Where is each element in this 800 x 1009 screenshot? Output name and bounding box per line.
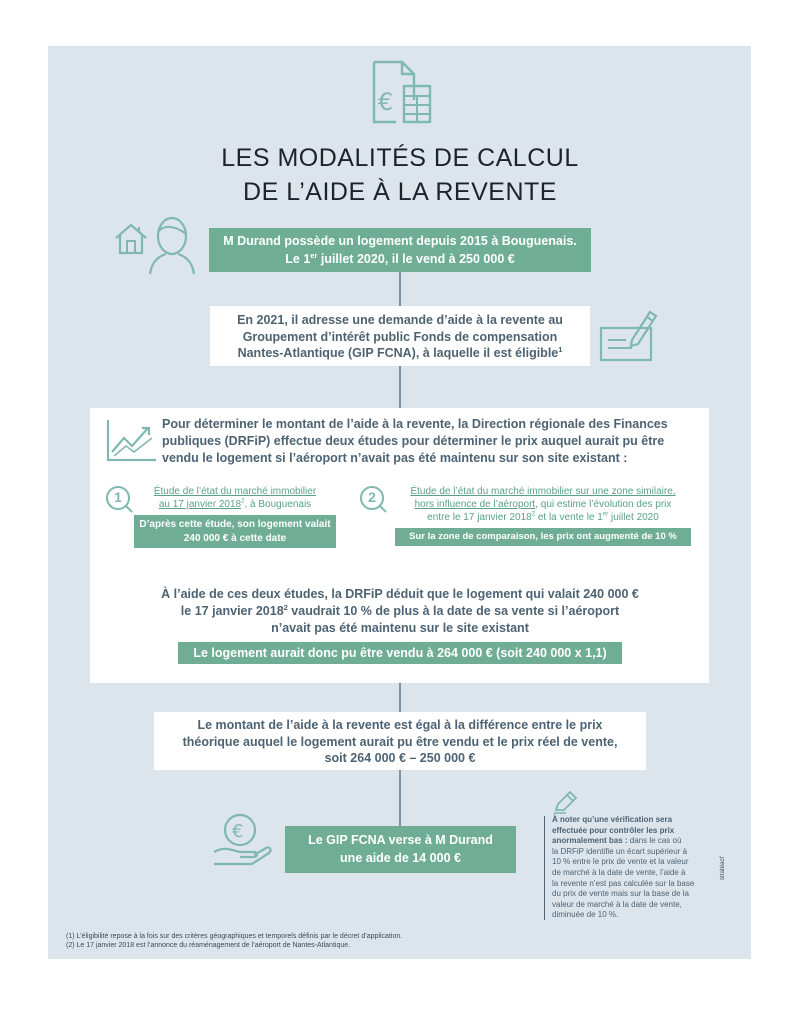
note-bold-3: anormalement bas :: [552, 836, 628, 846]
step3-deduction: [110, 586, 690, 637]
svg-text:€: €: [378, 88, 394, 116]
note-bar: [544, 816, 545, 920]
connector-line-4: [399, 770, 401, 826]
step5-line2: une aide de 14 000 €: [340, 851, 461, 865]
step4-line2: théorique auquel le logement aurait pu être vendu et le prix réel de vente,: [182, 734, 618, 749]
study2-title: [388, 485, 698, 524]
step1-line2-sup: er: [310, 250, 318, 260]
study2-result: Sur la zone de comparaison, les prix ont augmenté de 10 %: [409, 531, 677, 542]
note-bold-2: effectuée pour contrôler les prix: [552, 825, 675, 835]
study2-result-box: [395, 528, 691, 546]
step1-box: [209, 228, 591, 272]
step2-line3: [210, 345, 590, 362]
step3-deduction-line2-sup: 2: [283, 602, 288, 612]
note-bold-3-line: [552, 836, 717, 847]
study2-title-line1: Étude de l’état du marché immobilier sur une zone similaire,: [410, 486, 676, 497]
step3-intro: [162, 416, 702, 467]
study1-result-line1: D’après cette étude, son logement valait: [139, 519, 331, 530]
note-line-3: la revente n’est pas calculée sur la base: [552, 878, 695, 888]
study1-title-line1: Étude de l’état du marché immobilier: [153, 486, 317, 497]
study2-title-line3-c: juillet 2020: [608, 512, 659, 523]
footnote-1: (1) L’éligibilité repose à la fois sur des critères géographiques et temporels définis par le décret d’application.: [66, 933, 403, 940]
study2-title-line2-a: hors influence de l’aéroport: [414, 499, 536, 510]
study1-title-line2-b: , à Bouguenais: [244, 499, 312, 510]
note-rest-a: dans le cas où: [627, 836, 682, 846]
note-line-0: la DRFiP identifie un écart supérieur à: [552, 846, 688, 856]
step4-line1: Le montant de l’aide à la revente est égal à la différence entre le prix: [197, 718, 603, 732]
step3-deduction-line1: À l’aide de ces deux études, la DRFiP déduit que le logement qui valait 240 000 €: [161, 587, 639, 601]
study2-title-line3-b: et la vente le 1: [535, 512, 603, 523]
step3-deduction-line2-b: vaudrait 10 % de plus à la date de sa vente si l’aéroport: [287, 604, 620, 618]
svg-text:€: €: [232, 821, 244, 842]
study2-title-line2: [388, 498, 698, 511]
step2-text: [210, 312, 590, 362]
step3-result: Le logement aurait donc pu être vendu à 264 000 € (soit 240 000 x 1,1): [193, 646, 607, 660]
study2-number: 2: [368, 489, 376, 505]
note-line-5: valeur de marché à la date de vente,: [552, 899, 682, 909]
page-title-line-2: DE L’AIDE À LA REVENTE: [243, 178, 557, 206]
note-line-6: diminuée de 10 %.: [552, 910, 619, 920]
pen-note-icon: [552, 790, 578, 814]
study1-title-line2: [136, 498, 334, 511]
house-icon: [113, 222, 149, 256]
step1-line1: M Durand possède un logement depuis 2015 à Bouguenais.: [223, 234, 577, 248]
euro-hand-icon: [210, 808, 274, 868]
step3-intro-line2: publiques (DRFiP) effectue deux études pour déterminer le prix auquel aurait pu être: [162, 434, 665, 448]
step3-result-box: [178, 642, 622, 664]
study1-number: 1: [114, 489, 122, 505]
study2-title-line3-a: entre le 17 janvier 2018: [427, 512, 532, 523]
connector-line-3: [399, 683, 401, 712]
study2-title-line3-sup2: er: [602, 511, 609, 518]
note-text: [552, 815, 717, 921]
footnote-2: (2) Le 17 janvier 2018 est l’annonce du réaménagement de l’aéroport de Nantes-Atlantique.: [66, 942, 351, 949]
step2-line3-sup: 1: [558, 344, 563, 354]
credit: stratéact’: [720, 855, 726, 880]
connector-line-1: [399, 272, 401, 306]
study2-title-line3-sup: 2: [531, 511, 536, 518]
invoice-euro-icon: [366, 60, 434, 126]
signature-form-icon: [598, 304, 660, 362]
study1-result-line2: 240 000 € à cette date: [183, 533, 287, 544]
step1-line2: [209, 250, 591, 268]
note-line-1: 10 % entre le prix de vente et la valeur: [552, 857, 689, 867]
step3-intro-line3: vendu le logement si l’aéroport n’avait pas été maintenu sur son site existant :: [162, 451, 628, 465]
step2-line3-a: Nantes-Atlantique (GIP FCNA), à laquelle il est éligible: [237, 346, 559, 360]
step3-deduction-line3: n’avait pas été maintenu sur le site existant: [271, 621, 529, 635]
study2-title-line2-b: , qui estime l’évolution des prix: [535, 499, 672, 510]
study1-title-line2-a: au 17 janvier 2018: [158, 499, 242, 510]
step1-line2-a: Le 1: [285, 252, 311, 266]
step5-box: [285, 826, 516, 873]
page-title-line-1: LES MODALITÉS DE CALCUL: [221, 144, 579, 172]
study1-title-line2-sup: 2: [241, 498, 245, 505]
study1-title: [136, 485, 334, 511]
person-icon: [146, 214, 198, 276]
note-line-2: de marché à la date de vente, l’aide à: [552, 867, 686, 877]
step4-text: [154, 717, 646, 767]
step3-deduction-line2-a: le 17 janvier 2018: [180, 604, 284, 618]
step5-line1: Le GIP FCNA verse à M Durand: [308, 833, 493, 847]
step2-line1: En 2021, il adresse une demande d’aide à la revente au: [237, 313, 563, 327]
step1-line2-b: juillet 2020, il le vend à 250 000 €: [317, 252, 515, 266]
note-line-4: du prix de vente mais sur la base de la: [552, 889, 689, 899]
note-bold-1: À noter qu’une vérification sera: [552, 815, 673, 824]
study1-result-box: [134, 515, 336, 548]
study2-title-line3: [388, 511, 698, 524]
step2-line2: Groupement d’intérêt public Fonds de compensation: [242, 329, 558, 344]
step4-line3: soit 264 000 € – 250 000 €: [324, 751, 476, 765]
connector-line-2: [399, 366, 401, 408]
step3-intro-line1: Pour déterminer le montant de l’aide à la revente, la Direction régionale des Finances: [162, 417, 668, 431]
step3-deduction-line2: [110, 603, 690, 620]
chart-trend-icon: [104, 416, 160, 464]
